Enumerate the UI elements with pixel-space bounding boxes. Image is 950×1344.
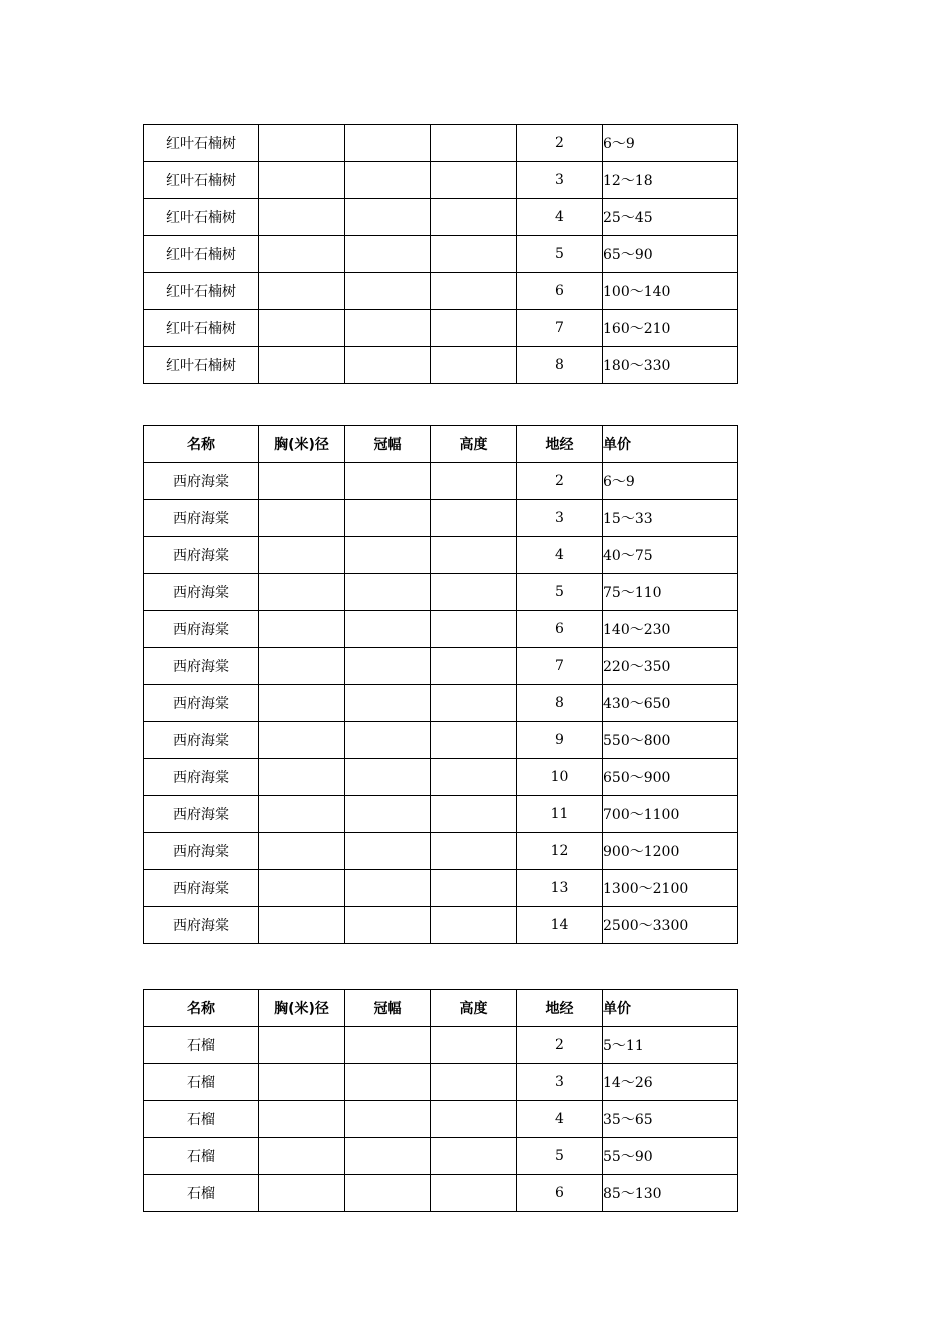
- cell-name: 红叶石楠树: [144, 199, 259, 236]
- cell-price: 700～1100: [603, 796, 738, 833]
- table-row: [144, 574, 738, 611]
- table-row: [144, 1027, 738, 1064]
- cell-ground-diameter: 9: [517, 722, 603, 759]
- cell-ground-diameter: 8: [517, 685, 603, 722]
- cell-dbh: [259, 310, 345, 347]
- table-row: [144, 1101, 738, 1138]
- cell-crown: [345, 1027, 431, 1064]
- table-row: [144, 1175, 738, 1212]
- cell-name: 红叶石楠树: [144, 125, 259, 162]
- cell-ground-diameter: 8: [517, 347, 603, 384]
- cell-name: 石榴: [144, 1175, 259, 1212]
- cell-ground-diameter: 4: [517, 199, 603, 236]
- price-table-crabapple: [143, 425, 738, 944]
- cell-ground-diameter: 4: [517, 1101, 603, 1138]
- cell-crown: [345, 1138, 431, 1175]
- cell-height: [431, 537, 517, 574]
- header-dbh: 胸(米)径: [259, 990, 345, 1027]
- table-body: [144, 125, 738, 384]
- cell-name: 西府海棠: [144, 685, 259, 722]
- cell-price: 550～800: [603, 722, 738, 759]
- cell-crown: [345, 648, 431, 685]
- cell-dbh: [259, 125, 345, 162]
- cell-height: [431, 870, 517, 907]
- cell-name: 西府海棠: [144, 648, 259, 685]
- cell-crown: [345, 125, 431, 162]
- cell-dbh: [259, 1064, 345, 1101]
- cell-height: [431, 722, 517, 759]
- cell-dbh: [259, 1138, 345, 1175]
- cell-dbh: [259, 500, 345, 537]
- cell-price: 140～230: [603, 611, 738, 648]
- header-crown: 冠幅: [345, 990, 431, 1027]
- cell-ground-diameter: 10: [517, 759, 603, 796]
- table-row: [144, 199, 738, 236]
- table-row: [144, 236, 738, 273]
- cell-price: 14～26: [603, 1064, 738, 1101]
- cell-height: [431, 685, 517, 722]
- table-row: [144, 796, 738, 833]
- cell-crown: [345, 500, 431, 537]
- cell-dbh: [259, 347, 345, 384]
- table-row: [144, 870, 738, 907]
- cell-crown: [345, 162, 431, 199]
- cell-price: 430～650: [603, 685, 738, 722]
- header-row: [144, 990, 738, 1027]
- cell-ground-diameter: 11: [517, 796, 603, 833]
- cell-ground-diameter: 5: [517, 574, 603, 611]
- cell-crown: [345, 537, 431, 574]
- cell-ground-diameter: 6: [517, 611, 603, 648]
- cell-crown: [345, 199, 431, 236]
- cell-dbh: [259, 722, 345, 759]
- cell-height: [431, 611, 517, 648]
- table-row: [144, 648, 738, 685]
- cell-name: 红叶石楠树: [144, 162, 259, 199]
- cell-name: 石榴: [144, 1101, 259, 1138]
- cell-dbh: [259, 537, 345, 574]
- cell-height: [431, 347, 517, 384]
- cell-ground-diameter: 6: [517, 1175, 603, 1212]
- cell-name: 石榴: [144, 1064, 259, 1101]
- cell-name: 西府海棠: [144, 574, 259, 611]
- cell-height: [431, 648, 517, 685]
- cell-price: 180～330: [603, 347, 738, 384]
- cell-ground-diameter: 3: [517, 500, 603, 537]
- table-row: [144, 463, 738, 500]
- cell-dbh: [259, 574, 345, 611]
- table-header: [144, 426, 738, 463]
- header-height: 高度: [431, 990, 517, 1027]
- table-row: [144, 347, 738, 384]
- table-row: [144, 611, 738, 648]
- cell-name: 西府海棠: [144, 722, 259, 759]
- cell-price: 220～350: [603, 648, 738, 685]
- cell-height: [431, 574, 517, 611]
- cell-dbh: [259, 648, 345, 685]
- cell-dbh: [259, 199, 345, 236]
- cell-ground-diameter: 14: [517, 907, 603, 944]
- cell-height: [431, 310, 517, 347]
- header-dbh: 胸(米)径: [259, 426, 345, 463]
- cell-price: 85～130: [603, 1175, 738, 1212]
- cell-crown: [345, 611, 431, 648]
- cell-height: [431, 796, 517, 833]
- cell-ground-diameter: 7: [517, 648, 603, 685]
- table-row: [144, 759, 738, 796]
- table-body: [144, 1027, 738, 1212]
- cell-ground-diameter: 5: [517, 1138, 603, 1175]
- cell-height: [431, 162, 517, 199]
- cell-price: 5～11: [603, 1027, 738, 1064]
- cell-name: 石榴: [144, 1027, 259, 1064]
- header-row: [144, 426, 738, 463]
- cell-crown: [345, 310, 431, 347]
- table-row: [144, 162, 738, 199]
- cell-dbh: [259, 236, 345, 273]
- cell-ground-diameter: 6: [517, 273, 603, 310]
- cell-name: 红叶石楠树: [144, 236, 259, 273]
- cell-dbh: [259, 907, 345, 944]
- cell-dbh: [259, 273, 345, 310]
- cell-height: [431, 1175, 517, 1212]
- cell-dbh: [259, 685, 345, 722]
- header-ground-diameter: 地经: [517, 426, 603, 463]
- cell-price: 15～33: [603, 500, 738, 537]
- cell-crown: [345, 273, 431, 310]
- cell-crown: [345, 1101, 431, 1138]
- cell-name: 红叶石楠树: [144, 347, 259, 384]
- cell-crown: [345, 907, 431, 944]
- table-row: [144, 1064, 738, 1101]
- table-row: [144, 833, 738, 870]
- cell-crown: [345, 722, 431, 759]
- cell-price: 12～18: [603, 162, 738, 199]
- cell-price: 55～90: [603, 1138, 738, 1175]
- cell-name: 红叶石楠树: [144, 310, 259, 347]
- cell-price: 40～75: [603, 537, 738, 574]
- cell-crown: [345, 833, 431, 870]
- price-table-photinia: [143, 124, 738, 384]
- header-price: 单价: [603, 990, 738, 1027]
- cell-price: 100～140: [603, 273, 738, 310]
- table-row: [144, 273, 738, 310]
- cell-crown: [345, 796, 431, 833]
- cell-height: [431, 463, 517, 500]
- cell-ground-diameter: 12: [517, 833, 603, 870]
- cell-height: [431, 907, 517, 944]
- cell-name: 西府海棠: [144, 500, 259, 537]
- cell-name: 西府海棠: [144, 537, 259, 574]
- cell-dbh: [259, 162, 345, 199]
- table-row: [144, 125, 738, 162]
- table-row: [144, 537, 738, 574]
- cell-name: 西府海棠: [144, 796, 259, 833]
- cell-price: 75～110: [603, 574, 738, 611]
- table-row: [144, 500, 738, 537]
- header-name: 名称: [144, 426, 259, 463]
- cell-name: 西府海棠: [144, 870, 259, 907]
- cell-crown: [345, 347, 431, 384]
- cell-height: [431, 273, 517, 310]
- table-header: [144, 990, 738, 1027]
- cell-ground-diameter: 2: [517, 125, 603, 162]
- cell-crown: [345, 1064, 431, 1101]
- cell-height: [431, 199, 517, 236]
- cell-dbh: [259, 833, 345, 870]
- table-row: [144, 1138, 738, 1175]
- cell-price: 6～9: [603, 125, 738, 162]
- cell-name: 西府海棠: [144, 611, 259, 648]
- cell-height: [431, 500, 517, 537]
- table-row: [144, 685, 738, 722]
- header-name: 名称: [144, 990, 259, 1027]
- cell-crown: [345, 685, 431, 722]
- cell-crown: [345, 870, 431, 907]
- cell-price: 25～45: [603, 199, 738, 236]
- cell-name: 西府海棠: [144, 833, 259, 870]
- cell-dbh: [259, 1101, 345, 1138]
- header-ground-diameter: 地经: [517, 990, 603, 1027]
- cell-ground-diameter: 7: [517, 310, 603, 347]
- price-table-pomegranate: [143, 989, 738, 1212]
- cell-crown: [345, 759, 431, 796]
- cell-price: 2500～3300: [603, 907, 738, 944]
- table-body: [144, 463, 738, 944]
- cell-crown: [345, 574, 431, 611]
- cell-ground-diameter: 3: [517, 1064, 603, 1101]
- cell-price: 650～900: [603, 759, 738, 796]
- cell-crown: [345, 463, 431, 500]
- cell-height: [431, 759, 517, 796]
- cell-price: 65～90: [603, 236, 738, 273]
- cell-ground-diameter: 3: [517, 162, 603, 199]
- cell-height: [431, 1138, 517, 1175]
- cell-height: [431, 1027, 517, 1064]
- header-price: 单价: [603, 426, 738, 463]
- cell-price: 6～9: [603, 463, 738, 500]
- cell-ground-diameter: 13: [517, 870, 603, 907]
- cell-crown: [345, 1175, 431, 1212]
- table-row: [144, 722, 738, 759]
- cell-height: [431, 236, 517, 273]
- cell-price: 900～1200: [603, 833, 738, 870]
- cell-name: 西府海棠: [144, 907, 259, 944]
- cell-name: 西府海棠: [144, 759, 259, 796]
- header-height: 高度: [431, 426, 517, 463]
- cell-height: [431, 833, 517, 870]
- cell-ground-diameter: 4: [517, 537, 603, 574]
- cell-dbh: [259, 1027, 345, 1064]
- cell-name: 石榴: [144, 1138, 259, 1175]
- cell-dbh: [259, 796, 345, 833]
- cell-height: [431, 125, 517, 162]
- cell-ground-diameter: 5: [517, 236, 603, 273]
- cell-ground-diameter: 2: [517, 1027, 603, 1064]
- cell-dbh: [259, 611, 345, 648]
- table-row: [144, 907, 738, 944]
- cell-dbh: [259, 759, 345, 796]
- cell-name: 西府海棠: [144, 463, 259, 500]
- cell-ground-diameter: 2: [517, 463, 603, 500]
- table-row: [144, 310, 738, 347]
- cell-crown: [345, 236, 431, 273]
- cell-dbh: [259, 870, 345, 907]
- cell-dbh: [259, 463, 345, 500]
- header-crown: 冠幅: [345, 426, 431, 463]
- cell-price: 35～65: [603, 1101, 738, 1138]
- cell-height: [431, 1101, 517, 1138]
- cell-price: 160～210: [603, 310, 738, 347]
- cell-dbh: [259, 1175, 345, 1212]
- cell-height: [431, 1064, 517, 1101]
- cell-name: 红叶石楠树: [144, 273, 259, 310]
- cell-price: 1300～2100: [603, 870, 738, 907]
